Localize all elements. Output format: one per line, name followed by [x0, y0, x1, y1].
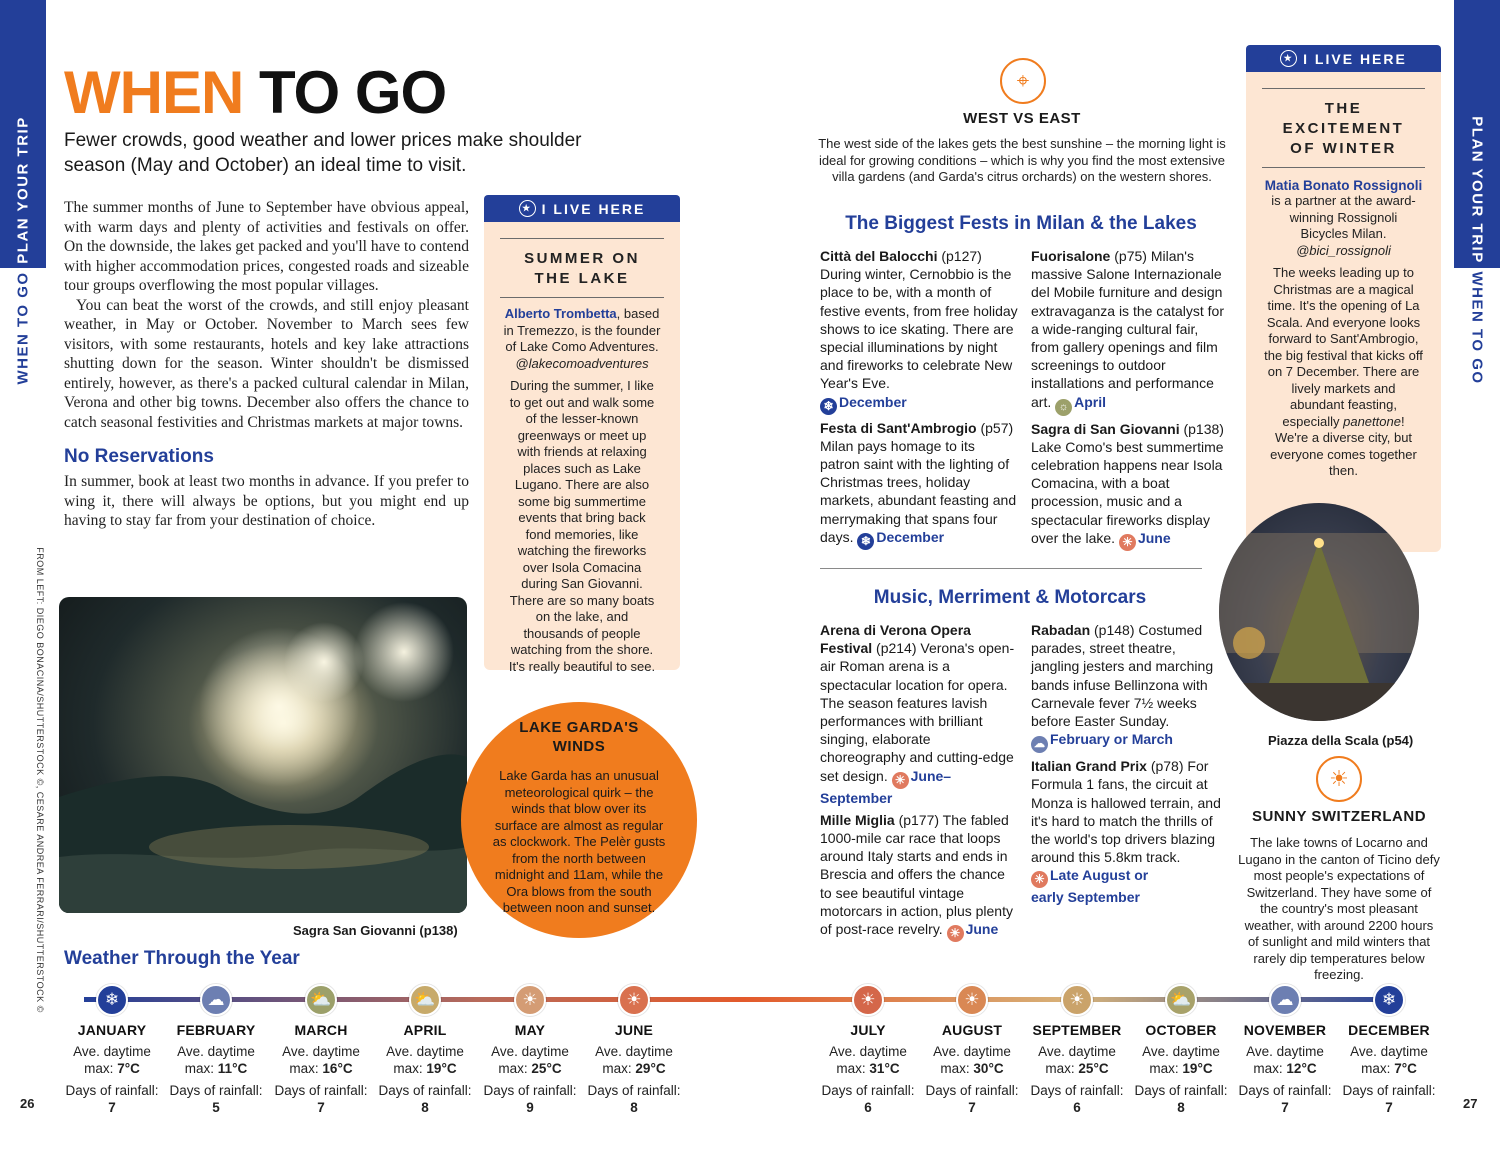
card-title-line-3: OF WINTER — [1290, 140, 1397, 157]
lake-garda-winds-box — [461, 702, 697, 938]
rain-cloud-icon: ☁ — [1031, 736, 1048, 753]
max-label: Ave. daytime — [595, 1044, 673, 1059]
rain-cloud-icon: ☁ — [200, 984, 232, 1016]
card-title-line-2: THE LAKE — [534, 270, 630, 287]
max-value-line: max: 19°C — [393, 1060, 457, 1076]
weather-month-march — [269, 984, 373, 1116]
max-temp: 16°C — [322, 1060, 353, 1076]
music-heading: Music, Merriment & Motorcars — [873, 587, 1147, 608]
garda-title-line-1: LAKE GARDA'S — [519, 719, 639, 736]
weather-month-september — [1025, 984, 1129, 1116]
rain-value: 5 — [212, 1099, 220, 1115]
fest-month: ❄ December — [857, 529, 944, 545]
max-value-line: max: 19°C — [1149, 1060, 1213, 1076]
fireworks-photo — [59, 597, 467, 913]
fest-fuorisalone — [1031, 247, 1227, 416]
rain-value: 8 — [630, 1099, 638, 1115]
weather-month-july — [816, 984, 920, 1116]
max-value-line: max: 12°C — [1253, 1060, 1317, 1076]
event-month: ☀ June — [947, 921, 999, 937]
event-grand-prix — [1031, 757, 1227, 906]
max-temp: 7°C — [117, 1060, 140, 1076]
garda-text: Lake Garda has an unusual meteorological quirk – the winds that blow over its surface are almost as regular as clockwork. The Pelèr gusts from the north between midnight and 11am, while the Ora blows from the south between noon and sunset. — [492, 768, 666, 915]
rain-value: 6 — [1073, 1099, 1081, 1115]
rain-label: Days of rainfall: — [1238, 1083, 1332, 1098]
switzerland-text: The lake towns of Locarno and Lugano in the canton of Ticino defy most people's expectations of Switzerland. They have some of the country's most pleasant weather, with around 2200 hours of sunlight and mild winters that rarely dip temperatures below freezing. — [1238, 835, 1440, 982]
card-title-line-1: SUMMER ON — [524, 250, 640, 267]
rain-value: 7 — [108, 1099, 116, 1115]
fest-text: Milan's massive Salone Internazionale del Mobile furniture and design extravaganza is the catalyst for a wide-ranging cultural fair, from gallery openings and film screenings to outdoor installations and performance art. — [1031, 248, 1224, 410]
snowflake-icon: ❄ — [857, 533, 874, 550]
month-name: JULY — [850, 1022, 886, 1038]
left-tab-plan-label: PLAN YOUR TRIP — [14, 116, 32, 264]
fest-month: ☼ April — [1055, 394, 1106, 410]
live-here-card-summer — [484, 195, 680, 674]
month-name: DECEMBER — [1348, 1022, 1430, 1038]
music-column-left — [820, 621, 1018, 942]
fest-name: Città del Balocchi — [820, 248, 938, 264]
rain-label: Days of rainfall: — [1134, 1083, 1228, 1098]
star-badge-icon: ★ — [519, 200, 536, 217]
month-name: OCTOBER — [1145, 1022, 1217, 1038]
fest-name: Sagra di San Giovanni — [1031, 420, 1180, 437]
event-rabadan — [1031, 621, 1227, 753]
event-name: Arena di Verona Opera Festival — [820, 622, 971, 657]
title-word-when: WHEN — [64, 59, 244, 126]
max-temp: 30°C — [973, 1060, 1004, 1076]
fest-text: Lake Como's best summertime celebration happens near Isola Comacina, with a boat procession, music and a spectacular fireworks display over the lake. — [1031, 438, 1224, 546]
event-text: The fabled 1000-mile car race that loops around Italy starts and ends in Brescia and offers the chance to see beautiful vintage motorcars in action, plus plenty of post-race revelry. — [820, 811, 1013, 938]
live-here-tab — [1246, 45, 1441, 72]
sun-icon: ☀ — [852, 984, 884, 1016]
event-name: Italian Grand Prix — [1031, 758, 1147, 775]
event-month: ☀ June–September — [820, 767, 952, 806]
max-label: Ave. daytime — [1246, 1044, 1324, 1059]
fests-column-right — [1031, 247, 1227, 551]
month-name: JANUARY — [77, 1022, 147, 1038]
rain-cloud-icon: ☁ — [1269, 984, 1301, 1016]
max-value-line: max: 30°C — [940, 1060, 1004, 1076]
rain-label: Days of rainfall: — [274, 1083, 368, 1098]
sun-cloud-icon: ☼ — [1055, 399, 1072, 416]
event-month-line-2: early September — [1031, 889, 1140, 906]
event-ref: (p177) — [894, 811, 940, 828]
piazza-scala-caption: Piazza della Scala (p54) — [1268, 733, 1414, 748]
rain-value: 7 — [1281, 1099, 1289, 1115]
event-name: Mille Miglia — [820, 811, 895, 828]
live-here-card-body — [484, 222, 680, 674]
sun-cloud-icon: ⛅ — [305, 984, 337, 1016]
weather-month-october — [1129, 984, 1233, 1116]
card-quote: During the summer, I like to get out and walk some of the lesser-known greenways or meet up with friends at relaxing places such as Lake Lugano. There are also some big summertime events that bring back fond memories, like watching the fireworks over Isola Comacina during San Giovanni. There are so many boats on the lake, and thousands of people watching from the shore. It's really beautiful to see. — [508, 378, 656, 674]
card-rule-top — [500, 238, 664, 239]
live-here-tab-label: I LIVE HERE — [541, 200, 646, 217]
right-page-number: 27 — [1463, 1096, 1478, 1111]
sun-cloud-icon: ⛅ — [409, 984, 441, 1016]
event-arena-verona — [820, 621, 1018, 807]
no-reservations-heading: No Reservations — [64, 446, 214, 467]
fest-name: Fuorisalone — [1031, 248, 1111, 264]
weather-month-june — [582, 984, 686, 1116]
sun-icon: ☀ — [1316, 756, 1362, 802]
max-value-line: max: 29°C — [602, 1060, 666, 1076]
month-name: SEPTEMBER — [1032, 1022, 1122, 1038]
star-badge-icon: ★ — [1280, 50, 1297, 67]
fest-ref: (p127) — [937, 248, 982, 264]
rain-label: Days of rainfall: — [1030, 1083, 1124, 1098]
sun-icon: ☀ — [1119, 534, 1136, 551]
sun-icon: ☀ — [1031, 871, 1048, 888]
sun-icon: ☀ — [618, 984, 650, 1016]
max-value-line: max: 25°C — [498, 1060, 562, 1076]
fest-ref: (p138) — [1179, 420, 1224, 437]
card-title-line-2: EXCITEMENT — [1282, 120, 1405, 137]
live-here-card-winter — [1246, 45, 1441, 552]
west-east-text: The west side of the lakes gets the best sunshine – the morning light is ideal for growing conditions – which is why you find the most extensive villa gardens (and Garda's citrus orchards) on the western shores. — [818, 136, 1226, 184]
card-person-name: Matia Bonato Rossignoli — [1264, 178, 1423, 193]
max-label: Ave. daytime — [177, 1044, 255, 1059]
fireworks-illustration — [59, 597, 467, 913]
weather-month-december — [1337, 984, 1441, 1116]
event-name: Rabadan — [1031, 622, 1091, 638]
rain-label: Days of rainfall: — [169, 1083, 263, 1098]
max-temp: 31°C — [869, 1060, 900, 1076]
fest-month: ☀ June — [1119, 530, 1171, 546]
fest-text: Milan pays homage to its patron saint with the lighting of Christmas trees, holiday markets, abundant feasting and merrymaking that spans four days. — [820, 437, 1017, 545]
max-temp: 19°C — [1182, 1060, 1213, 1076]
month-name: MAY — [514, 1022, 546, 1038]
max-label: Ave. daytime — [73, 1044, 151, 1059]
event-ref: (p78) — [1146, 758, 1184, 775]
rain-label: Days of rainfall: — [821, 1083, 915, 1098]
max-label: Ave. daytime — [829, 1044, 907, 1059]
rain-value: 8 — [1177, 1099, 1185, 1115]
month-name: MARCH — [294, 1022, 348, 1038]
garda-title-line-2: WINDS — [552, 738, 606, 755]
weather-month-may — [478, 984, 582, 1116]
photo-credit: FROM LEFT: DIEGO BONACINA/SHUTTERSTOCK ©, CESARE ANDREA FERRARI/SHUTTERSTOCK © — [35, 547, 45, 1013]
event-text: Verona's open-air Roman arena is a spectacular location for opera. The season features lavish performances with brilliant singing, elaborate choreography and cutting-edge set design. — [820, 640, 1015, 784]
fest-sagra-san-giovanni — [1031, 420, 1227, 551]
rain-value: 7 — [968, 1099, 976, 1115]
card-rule-bottom — [1262, 167, 1425, 168]
right-tab-when-label: WHEN TO GO — [1468, 271, 1486, 385]
card-handle: @lakecomoadventures — [515, 355, 649, 371]
max-temp: 25°C — [531, 1060, 562, 1076]
snowflake-icon: ❄ — [820, 398, 837, 415]
left-tab-when-label: WHEN TO GO — [14, 271, 32, 385]
rain-value: 7 — [317, 1099, 325, 1115]
max-temp: 7°C — [1394, 1060, 1417, 1076]
max-value-line: max: 25°C — [1045, 1060, 1109, 1076]
max-label: Ave. daytime — [933, 1044, 1011, 1059]
max-label: Ave. daytime — [1142, 1044, 1220, 1059]
page-title — [64, 58, 446, 128]
event-text: For Formula 1 fans, the circuit at Monza is hallowed terrain, and it's hard to match the thrills of the world's top drivers blazing around this 5.8km track. — [1031, 758, 1221, 866]
right-side-tab — [1454, 0, 1500, 1154]
card-title-line-1: THE — [1324, 100, 1363, 117]
max-value-line: max: 31°C — [836, 1060, 900, 1076]
fest-ref: (p57) — [976, 419, 1014, 436]
max-temp: 12°C — [1286, 1060, 1317, 1076]
sun-icon: ☀ — [892, 772, 909, 789]
card-rule-bottom — [500, 297, 664, 298]
fests-heading: The Biggest Fests in Milan & the Lakes — [845, 213, 1197, 234]
section-divider — [820, 568, 1202, 569]
max-label: Ave. daytime — [1350, 1044, 1428, 1059]
rain-label: Days of rainfall: — [1342, 1083, 1436, 1098]
fest-month: ❄ December — [820, 393, 1018, 415]
garda-title — [461, 718, 697, 756]
max-temp: 29°C — [635, 1060, 666, 1076]
rain-value: 9 — [526, 1099, 534, 1115]
body-paragraph-1: The summer months of June to September have obvious appeal, with warm days and plenty of activities and festivals on offer. On the downside, the lakes get packed and you'll have to contend with higher accommodation prices, congested roads and sizeable tour groups overflowing the most popular villages. — [64, 199, 469, 294]
event-text: Costumed parades, street theatre, jangling jesters and marching bands infuse Bellinzona with Carnevale fever 7½ weeks before Easter Sunday. — [1031, 622, 1214, 730]
body-column — [64, 198, 469, 531]
fest-text: During winter, Cernobbio is the place to be, with a month of festive events, from free holiday shows to ice skating. There are special illuminations by night and fireworks to celebrate New Year's Eve. — [820, 266, 1018, 392]
card-rule-top — [1262, 88, 1425, 89]
christmas-tree-illustration — [1219, 503, 1419, 721]
event-mille-miglia — [820, 811, 1018, 942]
weather-month-april — [373, 984, 477, 1116]
west-east-title: WEST VS EAST — [963, 110, 1081, 127]
fireworks-caption: Sagra San Giovanni (p138) — [293, 923, 458, 938]
rain-label: Days of rainfall: — [378, 1083, 472, 1098]
fest-citta-balocchi — [820, 247, 1018, 415]
card-handle: @bici_rossignoli — [1296, 242, 1391, 258]
rain-label: Days of rainfall: — [925, 1083, 1019, 1098]
sun-icon: ☀ — [947, 925, 964, 942]
title-word-to-go: TO GO — [258, 59, 447, 126]
snowflake-icon: ❄ — [1373, 984, 1405, 1016]
sun-cloud-icon: ⛅ — [1165, 984, 1197, 1016]
card-quote: The weeks leading up to Christmas are a magical time. It's the opening of La Scala. And everyone looks forward to Sant'Ambrogio, the big festival that kicks off on 7 December. There are lively markets and abundant feasting, especially panettone! We're a diverse city, but everyone comes together then. — [1264, 265, 1423, 478]
weather-month-november — [1233, 984, 1337, 1116]
weather-month-january — [60, 984, 164, 1116]
max-temp: 19°C — [426, 1060, 457, 1076]
rain-value: 8 — [421, 1099, 429, 1115]
max-temp: 11°C — [217, 1060, 248, 1076]
weather-month-august — [920, 984, 1024, 1116]
card-bio — [500, 306, 664, 356]
max-temp: 25°C — [1078, 1060, 1109, 1076]
right-tab-plan-label: PLAN YOUR TRIP — [1468, 116, 1486, 264]
max-label: Ave. daytime — [1038, 1044, 1116, 1059]
compass-icon: ⌖ — [1000, 58, 1046, 104]
max-value-line: max: 16°C — [289, 1060, 353, 1076]
fest-name: Festa di Sant'Ambrogio — [820, 419, 977, 436]
switzerland-title: SUNNY SWITZERLAND — [1251, 808, 1427, 825]
fests-column-left — [820, 247, 1018, 550]
live-here-tab — [484, 195, 680, 222]
rain-value: 6 — [864, 1099, 872, 1115]
month-name: APRIL — [403, 1022, 447, 1038]
live-here-tab-label: I LIVE HERE — [1303, 50, 1407, 67]
sun-icon: ☀ — [1061, 984, 1093, 1016]
month-name: JUNE — [614, 1022, 654, 1038]
piazza-scala-photo — [1219, 503, 1419, 721]
weather-month-february — [164, 984, 268, 1116]
max-value-line: max: 11°C — [184, 1060, 248, 1076]
fest-sant-ambrogio — [820, 419, 1018, 550]
max-label: Ave. daytime — [491, 1044, 569, 1059]
live-here-card-body — [1246, 72, 1441, 552]
event-ref: (p214) — [872, 640, 917, 657]
body-paragraph-2: You can beat the worst of the crowds, and still enjoy pleasant weather, in May or October. November to March sees few visitors, with some restaurants, hotels and key lake attractions shutting down for the season. Winter shouldn't be dismissed entirely, however, as there's a packed cultural calendar in Milan, Verona and other big towns. December also offers the chance to catch seasonal festivities and Christmas markets at major towns. — [64, 296, 469, 431]
event-ref: (p148) — [1090, 622, 1135, 638]
fest-ref: (p75) — [1110, 248, 1147, 264]
sun-icon: ☀ — [956, 984, 988, 1016]
intro-text: Fewer crowds, good weather and lower prices make shoulder season (May and October) an ideal time to visit. — [64, 130, 582, 176]
max-label: Ave. daytime — [282, 1044, 360, 1059]
snowflake-icon: ❄ — [96, 984, 128, 1016]
max-label: Ave. daytime — [386, 1044, 464, 1059]
month-name: FEBRUARY — [176, 1022, 256, 1038]
month-name: AUGUST — [941, 1022, 1003, 1038]
body-paragraph-3: In summer, book at least two months in advance. If you prefer to wing it, there will always be options, but you might end up having to stay far from your destination of choice. — [64, 473, 469, 529]
rain-value: 7 — [1385, 1099, 1393, 1115]
rain-label: Days of rainfall: — [65, 1083, 159, 1098]
left-page-number: 26 — [20, 1096, 35, 1111]
card-bio-text: , based in Tremezzo, is the founder of Lake Como Adventures. — [503, 306, 661, 354]
card-bio: is a partner at the award-winning Rossignoli Bicycles Milan. — [1271, 193, 1416, 241]
max-value-line: max: 7°C — [84, 1060, 140, 1076]
card-person-name: Alberto Trombetta — [504, 306, 617, 321]
event-month: ☁ February or March — [1031, 730, 1227, 753]
month-name: NOVEMBER — [1243, 1022, 1327, 1038]
rain-label: Days of rainfall: — [587, 1083, 681, 1098]
sun-icon: ☀ — [514, 984, 546, 1016]
max-value-line: max: 7°C — [1361, 1060, 1417, 1076]
music-column-right — [1031, 621, 1227, 907]
weather-heading: Weather Through the Year — [64, 948, 300, 969]
rain-label: Days of rainfall: — [483, 1083, 577, 1098]
event-month: ☀ Late August or — [1031, 866, 1227, 888]
